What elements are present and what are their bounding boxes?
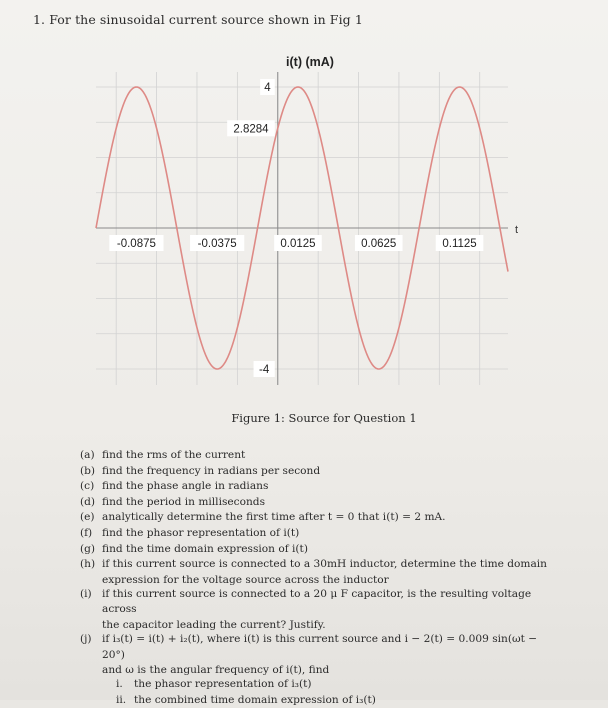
part-f [80, 526, 560, 542]
part-text: if this current source is connected to a 30mH inductor, determine the time domain [102, 558, 547, 571]
part-text: analytically determine the first time after t = 0 that i(t) = 2 mA. [102, 511, 446, 524]
part-text: if this current source is connected to a 20 μ F capacitor, is the resulting voltage across [102, 587, 532, 616]
question-heading: 1. For the sinusoidal current source shown in Fig 1 [33, 12, 363, 27]
subpart-text: the phasor representation of i₃(t) [134, 678, 312, 691]
part-label: (h) [80, 558, 96, 571]
part-b [80, 464, 560, 480]
part-label: (i) [80, 587, 92, 600]
subparts [102, 677, 560, 708]
subpart-label: i. [116, 678, 123, 691]
figure-caption: Figure 1: Source for Question 1 [231, 411, 417, 425]
part-label: (d) [80, 495, 96, 508]
part-label: (a) [80, 449, 95, 461]
question-parts [80, 448, 560, 708]
part-text: find the time domain expression of i(t) [102, 542, 308, 555]
part-g [80, 542, 560, 558]
part-text: find the period in milliseconds [102, 495, 266, 508]
part-c [80, 479, 560, 495]
x-tick-label: -0.0875 [116, 238, 156, 250]
part-e [80, 510, 560, 526]
part-text: if i₃(t) = i(t) + i₂(t), where i(t) is this current source and i − 2(t) = 0.009 sin(ωt − 20°) [102, 632, 538, 661]
figure-caption-wrap [0, 411, 608, 425]
part-label: (j) [80, 632, 92, 645]
y-tick-label: -4 [259, 364, 270, 376]
part-h [80, 557, 560, 587]
part-i [80, 587, 560, 632]
part-text-cont: and ω is the angular frequency of i(t), find [102, 664, 330, 677]
part-a [80, 448, 560, 464]
part-j [80, 632, 560, 708]
part-d [80, 495, 560, 511]
y-tick-label: 2.8284 [233, 123, 269, 136]
part-label: (f) [80, 526, 93, 539]
chart-title: i(t) (mA) [286, 55, 334, 69]
x-tick-label: 0.0625 [361, 238, 397, 250]
part-label: (b) [80, 464, 96, 477]
part-text: find the phase angle in radians [102, 480, 269, 493]
subpart-text: the combined time domain expression of i₃(t) [134, 693, 376, 706]
part-text: find the rms of the current [102, 449, 246, 461]
part-label: (e) [80, 511, 95, 524]
x-tick-label: -0.0375 [197, 238, 237, 250]
x-axis-label: t [515, 224, 519, 236]
part-text: find the frequency in radians per second [102, 464, 321, 477]
y-tick-label: 4 [264, 82, 271, 94]
subpart-i [116, 677, 560, 693]
part-label: (g) [80, 542, 96, 555]
part-text-cont: expression for the voltage source across the inductor [102, 573, 389, 586]
x-tick-label: 0.0125 [280, 238, 316, 250]
subpart-label: ii. [116, 693, 127, 706]
part-label: (c) [80, 480, 95, 493]
part-text-cont: the capacitor leading the current? Justify. [102, 618, 326, 631]
x-tick-label: 0.1125 [442, 238, 477, 250]
part-text: find the phasor representation of i(t) [102, 526, 300, 539]
subpart-ii [116, 693, 560, 708]
